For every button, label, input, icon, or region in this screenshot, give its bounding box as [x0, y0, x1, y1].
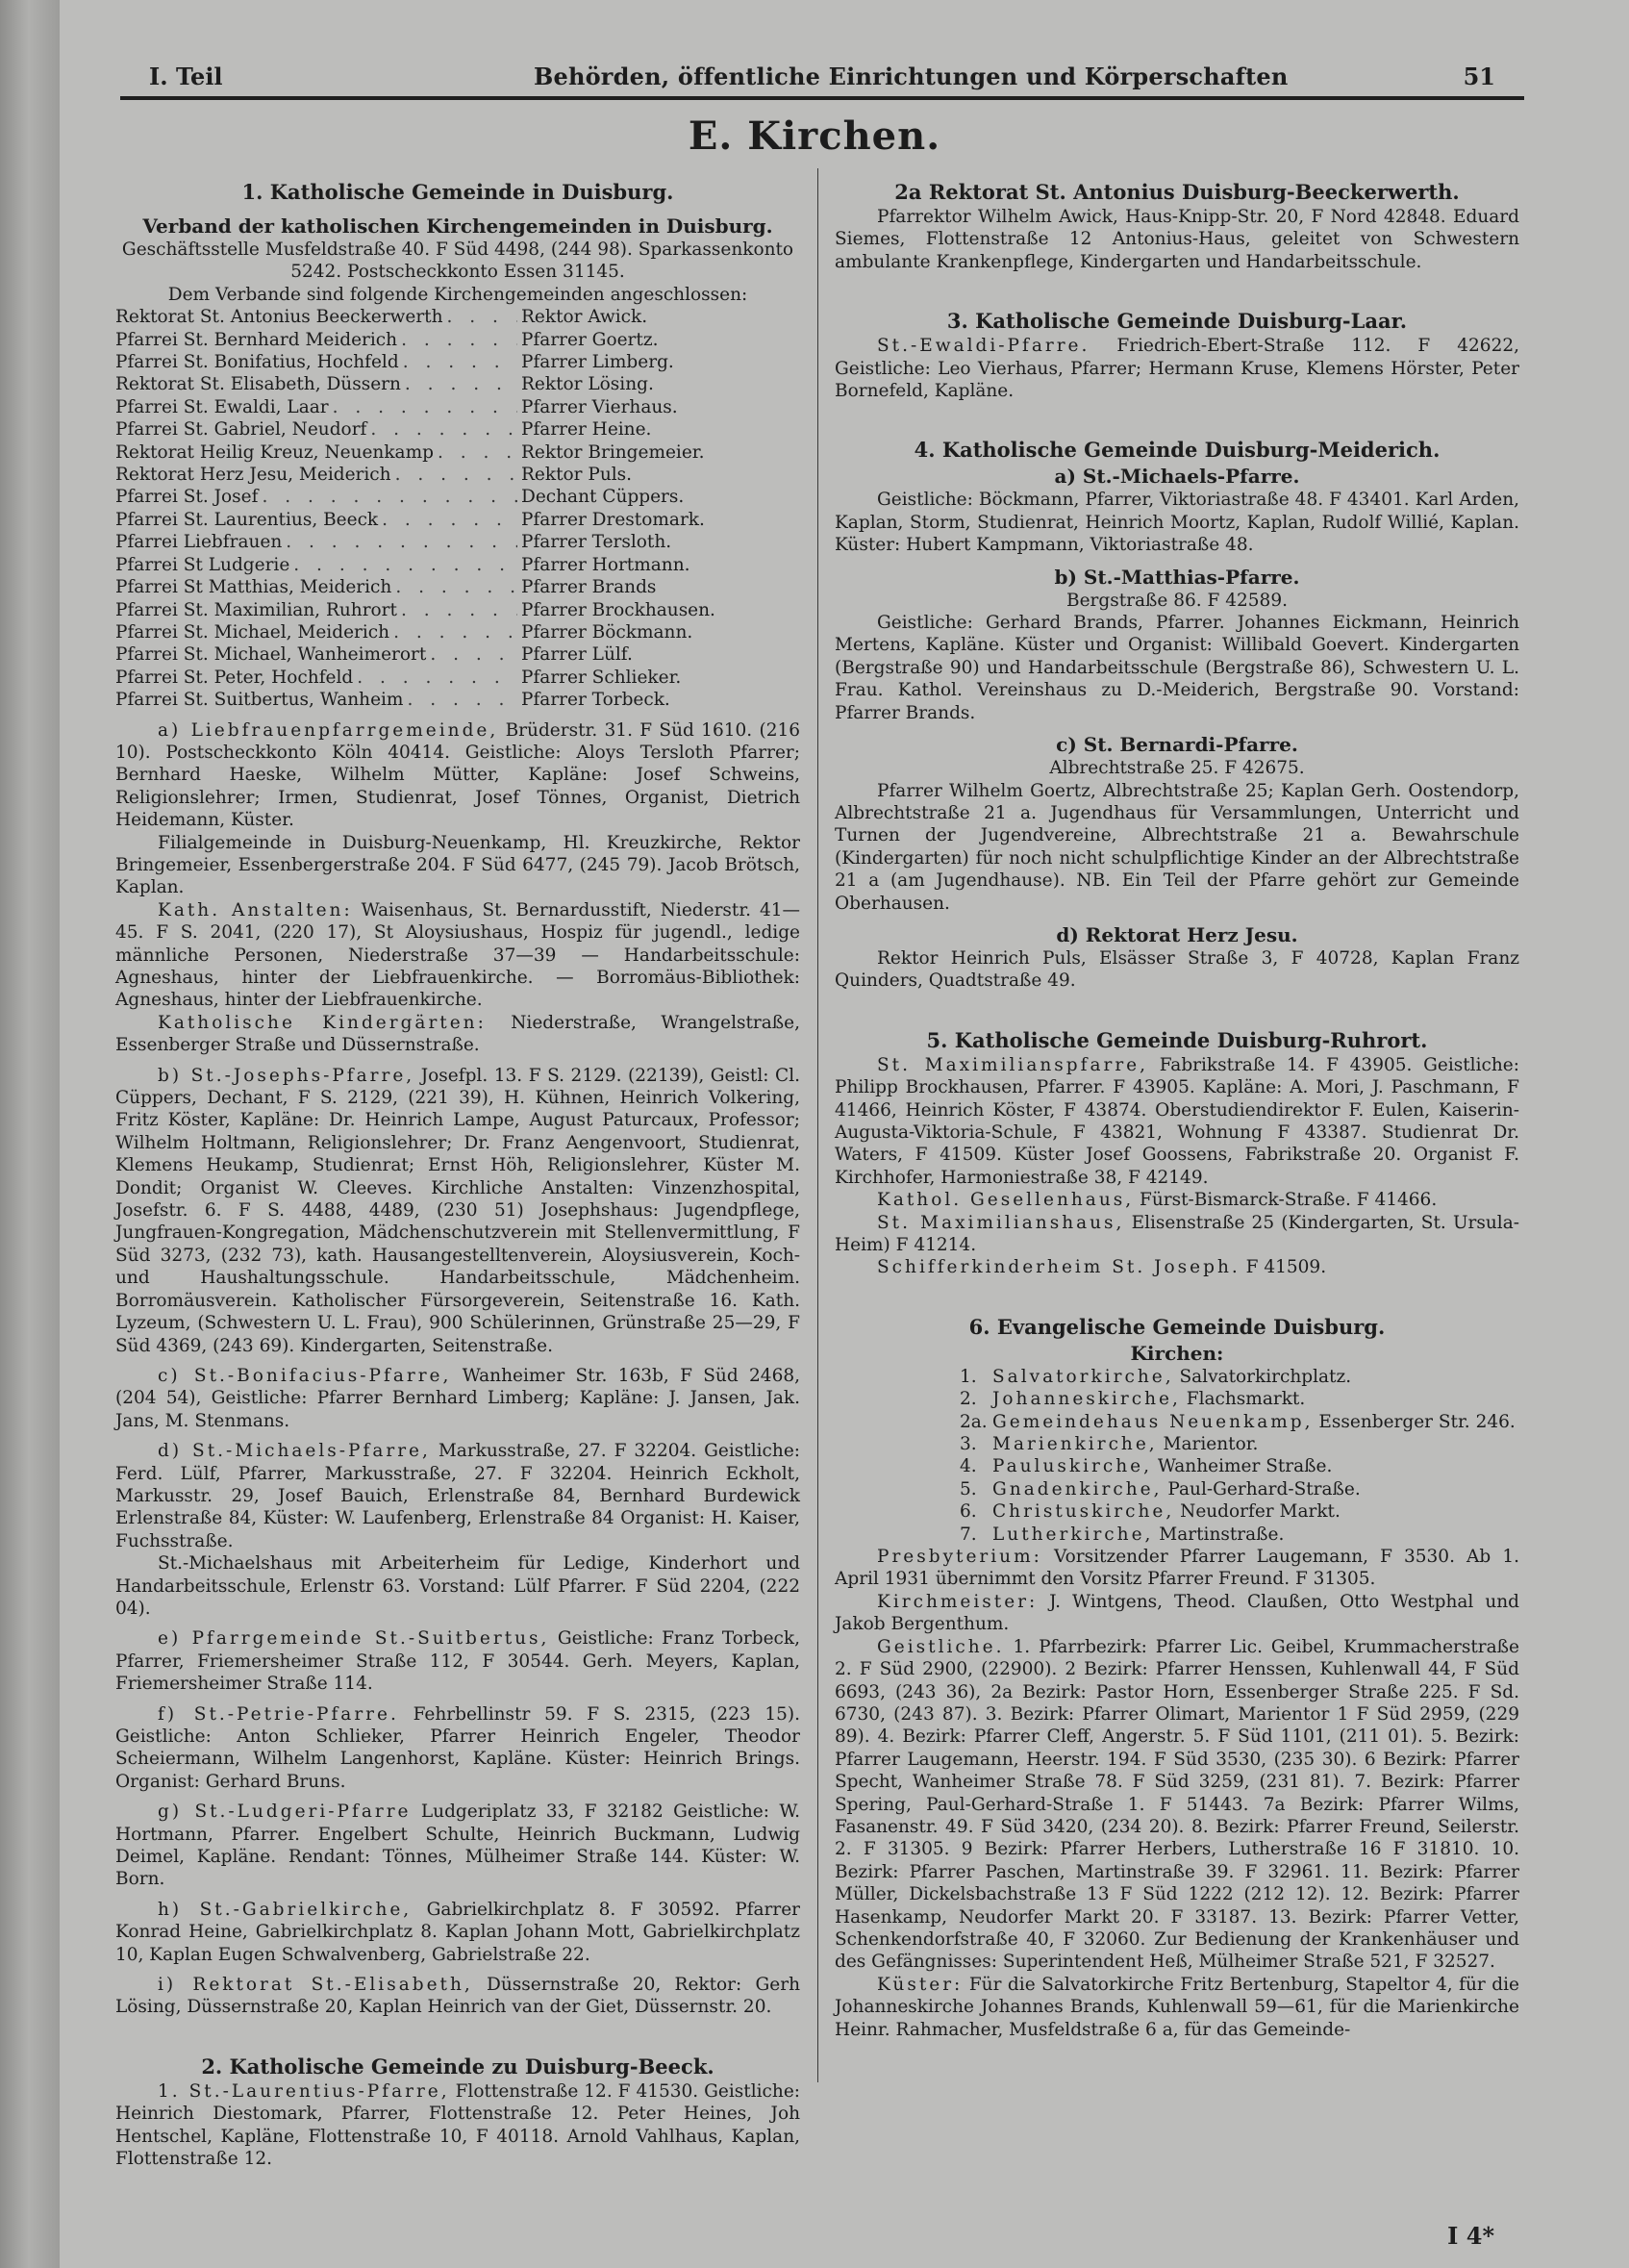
- parish-list-row: [115, 554, 800, 576]
- paragraph-s4d: Rektor Heinrich Puls, Elsässer Straße 3, F 40728, Kaplan Franz Quinders, Quadtstraße 49.: [835, 947, 1519, 992]
- parish-list-row: [115, 306, 800, 328]
- section-title: 1. Katholische Gemeinde in Duisburg.: [241, 180, 674, 204]
- paragraph-h: h) St.-Gabrielkirche, Gabrielkirchplatz 8. F 30592. Pfarrer Konrad Heine, Gabrielkirchplatz 8. Kaplan Johann Mott, Gabrielkirchplatz 10, Kaplan Eugen Schwalvenberg, Gabrielstraße 22.: [115, 1899, 800, 1965]
- church-place: Paul-Gerhard-Straße.: [1162, 1478, 1361, 1499]
- church-number: 6.: [960, 1501, 977, 1523]
- subsection-title: c) St. Bernardi-Pfarre.: [1056, 733, 1298, 757]
- parish-name: Pfarrei St. Ewaldi, Laar: [115, 396, 329, 417]
- section-title: 2. Katholische Gemeinde zu Duisburg-Beeck.: [201, 2054, 714, 2079]
- address-s4c: Albrechtstraße 25. F 42675.: [1049, 758, 1305, 779]
- leader-dots: [405, 373, 517, 395]
- parish-pastor: Pfarrer Drestomark.: [521, 509, 705, 530]
- parish-list-row: [115, 373, 800, 395]
- parish-name: Pfarrei Liebfrauen: [115, 532, 283, 553]
- parish-name: Pfarrei St Matthias, Meiderich: [115, 577, 392, 598]
- church-number: 1.: [960, 1366, 977, 1387]
- parish-pastor: Pfarrer Brockhausen.: [521, 599, 715, 620]
- parish-list-row: [115, 464, 800, 486]
- parish-pastor: Rektor Bringemeier.: [521, 441, 705, 463]
- paragraph-s4b: Geistliche: Gerhard Brands, Pfarrer. Johannes Eickmann, Heinrich Mertens, Kapläne. Küster und Organist: Willibald Goevert. Kindergarten (Bergstraße 90) und Handarbeitsschule (Bergstraße 86), Schwestern U. L. Frau. Kathol. Vereinshaus zu D.-Meiderich, Bergstraße 90. Vorstand: Pfarrer Brands.: [835, 613, 1519, 723]
- parish-list-row: [115, 396, 800, 418]
- paragraph-a-anstalten: Kath. Anstalten: Waisenhaus, St. Bernardusstift, Niederstr. 41—45. F S. 2041, (220 17), St Aloysiushaus, Hospiz für jugendl., ledige männliche Personen, Niederstraße 37—39 — Handarbeitsschule: Agneshaus, hinter der Liebfrauenkirche. — Borromäus-Bibliothek: Agneshaus, hinter der Liebfrauenkirche.: [115, 899, 800, 1011]
- parish-pastor: Pfarrer Brands: [521, 577, 657, 598]
- church-list-item: [960, 1433, 1519, 1455]
- church-number: 5.: [960, 1478, 977, 1499]
- paragraph-c: c) St.-Bonifacius-Pfarre, Wanheimer Str. 163b, F Süd 2468, (204 54), Geistliche: Pfarrer Bernhard Limberg; Kapläne: J. Jansen, Jak. Jans, M. Stenmans.: [115, 1365, 801, 1431]
- church-number: 2.: [960, 1389, 977, 1410]
- leader-dots: [293, 554, 517, 576]
- church-list: [835, 1366, 1519, 1546]
- paragraph-s3: St.-Ewaldi-Pfarre. Friedrich-Ebert-Straße 112. F 42622, Geistliche: Leo Vierhaus, Pfarrer; Hermann Kruse, Klemens Hörster, Peter Bornefeld, Kapläne.: [835, 336, 1519, 402]
- church-list-item: [960, 1366, 1519, 1388]
- parish-pastor: Pfarrer Böckmann.: [521, 621, 693, 643]
- parish-list-row: [115, 418, 800, 441]
- part-label: I. Teil: [149, 63, 223, 90]
- parish-name: Rektorat Heilig Kreuz, Neuenkamp: [115, 441, 434, 463]
- leader-dots: [395, 576, 517, 598]
- parish-name: Rektorat St. Antonius Beeckerwerth: [115, 307, 443, 328]
- column-divider: [817, 168, 818, 2082]
- paragraph-s5-gesellen: Kathol. Gesellenhaus, Fürst-Bismarck-Straße. F 41466.: [877, 1190, 1438, 1211]
- church-place: Martinstraße.: [1153, 1524, 1285, 1545]
- parish-list-row: [115, 486, 800, 508]
- paragraph-s5-schiffer: Schifferkinderheim St. Joseph. F 41509.: [877, 1257, 1327, 1278]
- paragraph-a: a) Liebfrauenpfarrgemeinde, Brüderstr. 31. F Süd 1610. (216 10). Postscheckkonto Köln 40414. Geistliche: Aloys Tersloth Pfarrer; Bernhard Haeske, Wilhelm Mütter, Kapläne: Josef Schweins, Religionslehrer; Irmen, Studienrat, Josef Tönnes, Organist, Dietrich Heidemann, Küster.: [115, 719, 801, 831]
- paragraph-s6-geistl: Geistliche. 1. Pfarrbezirk: Pfarrer Lic. Geibel, Krummacherstraße 2. F Süd 2900, (22900). 2 Bezirk: Pfarrer Henssen, Kuhlenwall 44, F Süd 6693, (243 36), 2a Bezirk: Pastor Horn, Essenberger Straße 225. F Sd. 6730, (243 87). 3. Bezirk: Pfarrer Olimart, Marientor 1 F Süd 2959, (229 89). 4. Bezirk: Pfarrer Cleff, Angerstr. 5. F Süd 1101, (211 01). 5. Bezirk: Pfarrer Laugemann, Heerstr. 194. F Süd 3530, (235 30). 6 Bezirk: Pfarrer Specht, Wanheimer Straße 78. F Süd 3259, (231 81). 7. Bezirk: Pfarrer Spering, Paul-Gerhard-Straße 1. F 51443. 7a Bezirk: Pfarrer Wilms, Fasanenstr. 49. F Süd 3420, (234 20). 8. Bezirk: Pfarrer Freund, Seilerstr. 2. F 31305. 9 Bezirk: Pfarrer Herbers, Lutherstraße 16 F 31810. 10. Bezirk: Pfarrer Paschen, Martinstraße 39. F 32961. 11. Bezirk: Pfarrer Müller, Dickelsbachstraße 13 F Süd 1222 (212 12). 12. Bezirk: Pfarrer Hasenkamp, Neudorfer Markt 20. F 33187. 13. Bezirk: Pfarrer Vetter, Schenkendorfstraße 40, F 32060. Zur Bedienung der Krankenhäuser und des Gefängnisses: Superintendent Heß, Mülheimer Straße 521, F 32527.: [835, 1636, 1519, 1973]
- parish-pastor: Pfarrer Goertz.: [521, 329, 659, 350]
- paragraph-s6-kirchm: Kirchmeister: J. Wintgens, Theod. Claußen, Otto Westphal und Jakob Bergenthum.: [835, 1591, 1519, 1635]
- leader-dots: [447, 306, 517, 328]
- parish-name: Pfarrei St. Michael, Wanheimerort: [115, 644, 427, 666]
- leader-dots: [357, 667, 517, 689]
- parish-pastor: Dechant Cüppers.: [521, 487, 685, 508]
- parish-name: Rektorat St. Elisabeth, Düssern: [115, 374, 401, 395]
- parish-list-row: [115, 689, 800, 711]
- leader-dots: [438, 441, 517, 464]
- paragraph-s5-maxhaus: St. Maximilianshaus, Elisenstraße 25 (Kindergarten, St. Ursula-Heim) F 41214.: [835, 1212, 1519, 1255]
- parish-list-row: [115, 509, 800, 531]
- subsection-title: Verband der katholischen Kirchengemeinden in Duisburg.: [142, 214, 773, 238]
- scan-edge: [0, 0, 60, 2268]
- parish-list-row: [115, 531, 800, 553]
- header-title: Behörden, öffentliche Einrichtungen und Körperschaften: [534, 63, 1289, 90]
- parish-list-row: [115, 351, 800, 373]
- subsection-title: Kirchen:: [1130, 1341, 1224, 1365]
- church-name: Lutherkirche,: [992, 1524, 1154, 1545]
- section-title: 5. Katholische Gemeinde Duisburg-Ruhrort.: [926, 1027, 1428, 1052]
- parish-name: Pfarrei St. Bonifatius, Hochfeld: [115, 352, 399, 373]
- church-name: Christuskirche,: [992, 1501, 1175, 1523]
- parish-pastor: Pfarrer Limberg.: [521, 352, 674, 373]
- paragraph-s6-kuester: Küster: Für die Salvatorkirche Fritz Bertenburg, Stapeltor 4, für die Johanneskirche Johannes Brands, Kuhlenwall 59—61, für die Marienkirche Heinr. Rahmacher, Musfeldstraße 6 a, für das Gemeinde-: [835, 1974, 1519, 2040]
- parish-list-row: [115, 667, 800, 689]
- left-column: [115, 162, 800, 2171]
- paragraph-s2: 1. St.-Laurentius-Pfarre, Flottenstraße 12. F 41530. Geistliche: Heinrich Diestomark, Pfarrer, Flottenstraße 12. Peter Heines, Joh Hentschel, Kapläne, Flottenstraße 10, F 40118. Arnold Vahlhaus, Kaplan, Flottenstraße 12.: [115, 2080, 801, 2170]
- parish-pastor: Pfarrer Hortmann.: [521, 554, 690, 575]
- running-header: [120, 63, 1524, 101]
- church-list-item: [960, 1388, 1519, 1410]
- parish-name: Pfarrei St. Michael, Meiderich: [115, 621, 390, 643]
- parish-name: Pfarrei St. Maximilian, Ruhrort: [115, 599, 397, 620]
- section-title: 6. Evangelische Gemeinde Duisburg.: [968, 1314, 1386, 1339]
- subsection-title: a) St.-Michaels-Pfarre.: [1054, 465, 1300, 489]
- parish-pastor: Pfarrer Schlieker.: [521, 667, 682, 688]
- parish-list-row: [115, 599, 800, 621]
- paragraph-s6-presb: Presbyterium: Vorsitzender Pfarrer Laugemann, F 3530. Ab 1. April 1931 übernimmt den Vorsitz Pfarrer Freund. F 31305.: [835, 1547, 1519, 1590]
- parish-pastor: Rektor Awick.: [521, 307, 648, 328]
- leader-dots: [430, 643, 517, 666]
- parish-pastor: Pfarrer Heine.: [521, 419, 652, 441]
- section-title: 3. Katholische Gemeinde Duisburg-Laar.: [946, 309, 1408, 334]
- subsection-title: d) Rektorat Herz Jesu.: [1056, 922, 1298, 946]
- page-number: 51: [1463, 63, 1495, 90]
- leader-dots: [262, 486, 517, 508]
- parish-pastor: Pfarrer Lülf.: [521, 644, 633, 666]
- church-name: Gemeindehaus Neuenkamp,: [992, 1411, 1314, 1432]
- church-list-item: [960, 1478, 1519, 1500]
- section-title: 2a Rektorat St. Antonius Duisburg-Beeckerwerth.: [894, 180, 1460, 204]
- church-name: Johanneskirche,: [992, 1389, 1181, 1410]
- parish-pastor: Pfarrer Vierhaus.: [521, 396, 678, 417]
- church-name: Salvatorkirche,: [992, 1366, 1174, 1387]
- list-intro: Dem Verbande sind folgende Kirchengemeinden angeschlossen:: [167, 284, 748, 305]
- leader-dots: [286, 531, 517, 553]
- section-title: 4. Katholische Gemeinde Duisburg-Meiderich.: [914, 438, 1441, 463]
- parish-name: Pfarrei St. Josef: [115, 487, 259, 508]
- paragraph-f: f) St.-Petrie-Pfarre. Fehrbellinstr 59. F S. 2315, (223 15). Geistliche: Anton Schlieker, Pfarrer Heinrich Engeler, Theodor Scheiermann, Wilhelm Langenhorst, Kapläne. Küster: Heinrich Brings. Organist: Gerhard Bruns.: [115, 1703, 800, 1792]
- leader-dots: [393, 621, 517, 643]
- leader-dots: [401, 329, 517, 351]
- paragraph-a-kinder: Katholische Kindergärten: Niederstraße, Wrangelstraße, Essenberger Straße und Düssernstraße.: [115, 1012, 800, 1056]
- leader-dots: [395, 464, 517, 486]
- church-list-item: [960, 1411, 1519, 1433]
- leader-dots: [382, 509, 517, 531]
- leader-dots: [403, 351, 517, 373]
- leader-dots: [407, 689, 517, 711]
- right-column: [835, 162, 1519, 2041]
- leader-dots: [370, 418, 517, 441]
- paragraph-a-filial: Filialgemeinde in Duisburg-Neuenkamp, Hl. Kreuzkirche, Rektor Bringemeier, Essenbergerstraße 204. F Süd 6477, (245 79). Jacob Brötsch, Kaplan.: [115, 832, 800, 898]
- church-place: Wanheimer Straße.: [1151, 1456, 1333, 1477]
- parish-name: Pfarrei St. Suitbertus, Wanheim: [115, 690, 404, 711]
- paragraph-g: g) St.-Ludgeri-Pfarre Ludgeriplatz 33, F 32182 Geistliche: W. Hortmann, Pfarrer. Engelbert Schulte, Heinrich Buckmann, Ludwig Deimel, Kapläne. Rendant: Tönnes, Mülheimer Straße 144. Küster: W. Born.: [115, 1802, 801, 1890]
- parish-name: Pfarrei St. Gabriel, Neudorf: [115, 419, 367, 441]
- parish-list: [115, 306, 800, 711]
- parish-pastor: Pfarrer Tersloth.: [521, 532, 672, 553]
- church-name: Gnadenkirche,: [992, 1478, 1163, 1499]
- parish-name: Pfarrei St. Peter, Hochfeld: [115, 667, 354, 688]
- parish-pastor: Rektor Lösing.: [521, 374, 654, 395]
- address-s4b: Bergstraße 86. F 42589.: [1066, 590, 1288, 611]
- paragraph-s4c: Pfarrer Wilhelm Goertz, Albrechtstraße 25; Kaplan Gerh. Oostendorp, Albrechtstraße 21 a. Jugendhaus für Versammlungen, Unterricht und Turnen der Jugendvereine, Albrechtstraße 21 a. Bewahrschule (Kindergarten) für noch nicht schulpflichtige Kinder an der Albrechtstraße 21 a (am Jugendhause). NB. Ein Teil der Pfarre gehört zur Gemeinde Oberhausen.: [835, 780, 1519, 914]
- paragraph-s2a: Pfarrektor Wilhelm Awick, Haus-Knipp-Str. 20, F Nord 42848. Eduard Siemes, Flottenstraße 12 Antonius-Haus, geleitet von Schwestern ambulante Krankenpflege, Kindergarten und Handarbeitsschule.: [835, 207, 1519, 272]
- paragraph-e: e) Pfarrgemeinde St.-Suitbertus, Geistliche: Franz Torbeck, Pfarrer, Friemersheimer Straße 112, F 30544. Gerh. Meyers, Kaplan, Friemersheimer Straße 114.: [115, 1628, 800, 1695]
- church-number: 3.: [960, 1434, 977, 1455]
- parish-name: Pfarrei St Ludgerie: [115, 554, 290, 575]
- parish-pastor: Pfarrer Torbeck.: [521, 690, 670, 711]
- church-number: 2a.: [960, 1411, 988, 1432]
- leader-dots: [333, 396, 517, 418]
- parish-list-row: [115, 576, 800, 598]
- church-name: Marienkirche,: [992, 1434, 1158, 1455]
- parish-pastor: Rektor Puls.: [521, 465, 633, 486]
- paragraph-b: b) St.-Josephs-Pfarre, Josefpl. 13. F S. 2129. (22139), Geistl: Cl. Cüppers, Dechant, F S. 2129, (221 39), H. Kühnen, Heinrich Volkering, Fritz Köster, Kapläne: Dr. Heinrich Lampe, August Paturcaux, Professor; Wilhelm Holtmann, Religionslehrer; Dr. Franz Aengenvoort, Studienrat, Klemens Heukamp, Studienrat; Ernst Höh, Religionslehrer, Küster M. Dondit; Organist W. Cleeves. Kirchliche Anstalten: Vinzenzhospital, Josefstr. 6. F S. 4488, 4489, (230 51) Josephshaus: Jugendpflege, Jungfrauen-Kongregation, Mädchenschutzverein mit Stellenvermittlung, F Süd 3273, (232 73), kath. Hausangestelltenverein, Aloysiusverein, Koch- und Haushaltungsschule. Handarbeitsschule, Mädchenheim. Borromäusverein. Katholischer Fürsorgeverein, Seitenstraße 16. Kath. Lyzeum, (Schwestern U. L. Frau), 900 Schülerinnen, Grünstraße 25—29, F Süd 4369, (243 69). Kindergarten, Seitenstraße.: [115, 1065, 800, 1356]
- church-place: Flachsmarkt.: [1180, 1389, 1306, 1410]
- church-name: Pauluskirche,: [992, 1456, 1152, 1477]
- header-rule: [120, 96, 1524, 100]
- paragraph-s4a: Geistliche: Böckmann, Pfarrer, Viktoriastraße 48. F 43401. Karl Arden, Kaplan, Storm, Studienrat, Heinrich Moortz, Kaplan, Rudolf Willié, Kaplan. Küster: Hubert Kampmann, Viktoriastraße 48.: [835, 490, 1519, 556]
- parish-name: Pfarrei St. Bernhard Meiderich: [115, 329, 398, 350]
- church-list-item: [960, 1500, 1519, 1523]
- church-place: Salvatorkirchplatz.: [1173, 1366, 1352, 1387]
- parish-list-row: [115, 441, 800, 464]
- parish-name: Pfarrei St. Laurentius, Beeck: [115, 509, 379, 530]
- parish-list-row: [115, 643, 800, 666]
- church-place: Neudorfer Markt.: [1174, 1501, 1341, 1523]
- church-list-item: [960, 1524, 1519, 1546]
- sheet-signature: I 4*: [1447, 2222, 1494, 2250]
- church-number: 7.: [960, 1524, 977, 1545]
- parish-list-row: [115, 329, 800, 351]
- church-place: Marientor.: [1157, 1434, 1259, 1455]
- parish-name: Rektorat Herz Jesu, Meiderich: [115, 465, 391, 486]
- church-number: 4.: [960, 1456, 977, 1477]
- paragraph-i: i) Rektorat St.-Elisabeth, Düssernstraße 20, Rektor: Gerh Lösing, Düssernstraße 20, Kaplan Heinrich van der Giet, Düssernstr. 20.: [115, 1975, 800, 2018]
- paragraph-d: d) St.-Michaels-Pfarre, Markusstraße, 27. F 32204. Geistliche: Ferd. Lülf, Pfarrer, Markusstraße, 27. F 32204. Heinrich Eckholt, Markusstr. 29, Josef Bauich, Erlenstraße 84, Bernhard Burdewick Erlenstraße 84, Küster: W. Laufenberg, Erlenstraße 84 Organist: H. Kaiser, Fuchsstraße.: [115, 1441, 800, 1551]
- verband-text: Geschäftsstelle Musfeldstraße 40. F Süd 4498, (244 98). Sparkassenkonto 5242. Postscheckkonto Essen 31145.: [121, 239, 794, 283]
- church-place: Essenberger Str. 246.: [1313, 1411, 1516, 1432]
- parish-list-row: [115, 621, 800, 643]
- paragraph-d-haus: St.-Michaelshaus mit Arbeiterheim für Ledige, Kinderhort und Handarbeitsschule, Erlenstr 63. Vorstand: Lülf Pfarrer. F Süd 2204, (222 04).: [115, 1553, 800, 1619]
- leader-dots: [401, 599, 517, 621]
- church-list-item: [960, 1455, 1519, 1477]
- paragraph-s5: St. Maximilianspfarre, Fabrikstraße 14. F 43905. Geistliche: Philipp Brockhausen, Pfarrer. F 43905. Kapläne: A. Mori, J. Paschmann, F 41466, Heinrich Köster, F 43874. Oberstudiendirektor F. Eulen, Kaiserin-Augusta-Viktoria-Schule, F 43821, Wohnung F 43387. Studienrat Dr. Waters, F 41509. Küster Josef Goossens, Fabrikstraße 20. Organist F. Kirchhofer, Harmoniestraße 38, F 42149.: [835, 1054, 1519, 1188]
- chapter-title: E. Kirchen.: [688, 113, 941, 159]
- subsection-title: b) St.-Matthias-Pfarre.: [1054, 565, 1300, 589]
